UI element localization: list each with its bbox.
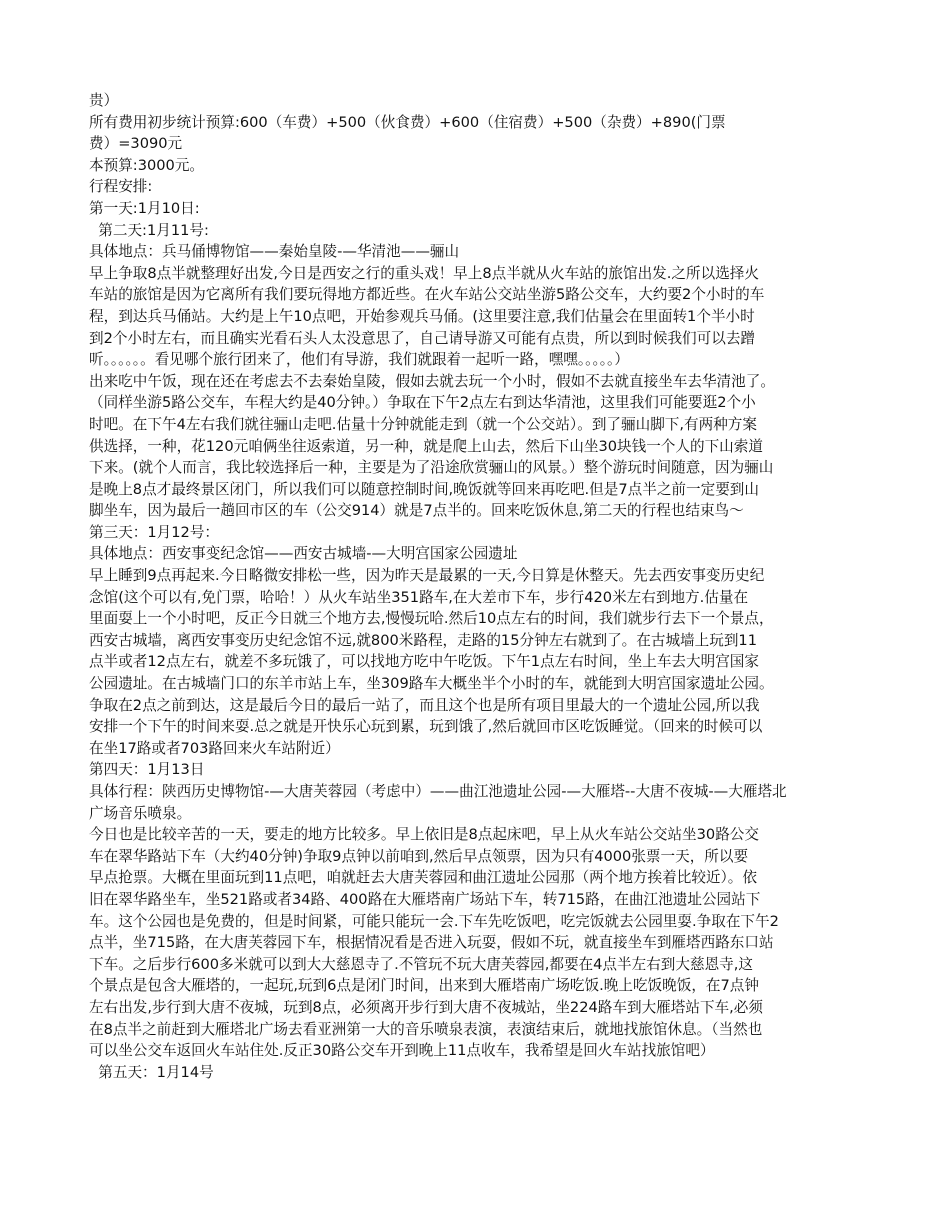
text-line: 今日也是比较辛苦的一天，要走的地方比较多。早上依旧是8点起床吧，早上从火车站公交站坐30路公交 [89, 826, 759, 844]
text-line: 供选择，一种，花120元咱俩坐往返索道，另一种，就是爬上山去，然后下山坐30块钱一个人的下山索道 [89, 437, 763, 455]
text-line: 下来。(就个人而言，我比较选择后一种，主要是为了沿途欣赏骊山的风景。）整个游玩时间随意，因为骊山 [89, 459, 774, 477]
text-line: 本预算:3000元。 [89, 156, 205, 174]
text-line: 争取在2点之前到达，这是最后今日的最后一站了，而且这个也是所有项目里最大的一个遗址公园,所以我 [89, 696, 760, 714]
text-line: 点半，坐715路，在大唐芙蓉园下车，根据情况看是否进入玩耍，假如不玩，就直接坐车到雁塔西路东口站 [89, 934, 774, 952]
text-line: 广场音乐喷泉。 [89, 804, 192, 822]
text-line: 点半或者12点左右，就差不多玩饿了，可以找地方吃中午吃饭。下午1点左右时间，坐上车去大明宫国家 [89, 653, 759, 671]
text-line: 车。这个公园也是免费的，但是时间紧，可能只能玩一会.下车先吃饭吧，吃完饭就去公园里耍.争取在下午2 [89, 912, 779, 930]
text-line: 旧在翠华路坐车，坐521路或者34路、400路在大雁塔南广场站下车，转715路，在曲江池遗址公园站下 [89, 890, 761, 908]
text-line: 车在翠华路站下车（大约40分钟)争取9点钟以前咱到,然后早点领票，因为只有4000张票一天，所以要 [89, 847, 749, 865]
text-line: 公园遗址。在古城墙门口的东羊市站上车，坐309路车大概坐半个小时的车，就能到大明宫国家遗址公园。 [89, 675, 774, 693]
text-line: 到2个小时左右，而且确实光看石头人太没意思了，自己请导游又可能有点贵，所以到时候我们可以去蹭 [89, 329, 756, 347]
text-line: 里面耍上一个小时吧，反正今日就三个地方去,慢慢玩哈.然后10点左右的时间，我们就步行去下一个景点， [89, 610, 774, 628]
text-line: 下车。之后步行600多米就可以到大大慈恩寺了.不管玩不玩大唐芙蓉园,都要在4点半左右到大慈恩寺,这 [89, 955, 753, 973]
text-line: 个景点是包含大雁塔的，一起玩,玩到6点是闭门时间，出来到大雁塔南广场吃饭.晚上吃饭晚饭，在7点钟 [89, 977, 759, 995]
text-line: 第三天：1月12号： [89, 523, 220, 541]
text-line: 是晚上8点才最终景区闭门，所以我们可以随意控制时间,晚饭就等回来再吃吧.但是7点半之前一定要到山 [89, 480, 759, 498]
text-line: 行程安排: [89, 178, 153, 196]
document-body [89, 90, 864, 1083]
text-line: 时吧。在下午4左右我们就往骊山走吧.估量十分钟就能走到（就一个公交站）。到了骊山脚下,有两种方案 [89, 415, 757, 433]
text-line: 贵） [89, 92, 119, 109]
text-line: 第二天:1月11号: [89, 221, 209, 239]
text-line: 左右出发,步行到大唐不夜城，玩到8点，必须离开步行到大唐不夜城站，坐224路车到大雁塔站下车,必须 [89, 998, 763, 1016]
text-line: 第四天：1月13日 [89, 761, 205, 779]
text-line: 所有费用初步统计预算:600（车费）+500（伙食费）+600（住宿费）+500（杂费）+890(门票 [89, 113, 726, 131]
text-line: 第五天：1月14号 [89, 1063, 214, 1081]
text-line: 第一天:1月10日: [89, 199, 200, 217]
text-line: 费）=3090元 [89, 135, 183, 153]
text-line: 程，到达兵马俑站。大约是上午10点吧，开始参观兵马俑。(这里要注意,我们估量会在里面转1个半小时 [89, 307, 755, 325]
text-line: 早上争取8点半就整理好出发,今日是西安之行的重头戏！早上8点半就从火车站的旅馆出发.之所以选择火 [89, 264, 759, 282]
text-line: 早上睡到9点再起来.今日略微安排松一些，因为昨天是最累的一天,今日算是休整天。先去西安事变历史纪 [89, 567, 765, 585]
text-line: 安排一个下午的时间来耍.总之就是开快乐心玩到累，玩到饿了,然后就回市区吃饭睡觉。（回来的时候可以 [89, 718, 763, 736]
text-line: 具体地点：西安事变纪念馆——西安古城墙-—大明宫国家公园遗址 [89, 545, 518, 563]
text-line: 早点抢票。大概在里面玩到11点吧，咱就赶去大唐芙蓉园和曲江遗址公园那（两个地方挨着比较近）。依 [89, 869, 757, 887]
text-line: 念馆(这个可以有,免门票，哈哈！）从火车站坐351路车,在大差市下车，步行420米左右到地方.估量在 [89, 588, 749, 606]
text-line: 听。。。。。。看见哪个旅行团来了，他们有导游，我们就跟着一起听一路，嘿嘿。。。。。） [89, 351, 629, 369]
text-line: 在坐17路或者703路回来火车站附近） [89, 739, 340, 757]
text-line: （同样坐游5路公交车，车程大约是40分钟。）争取在下午2点左右到达华清池，这里我们可能要逛2个小 [89, 394, 756, 412]
text-line: 车站的旅馆是因为它离所有我们要玩得地方都近些。在火车站公交站坐游5路公交车，大约要2个小时的车 [89, 286, 765, 304]
text-line: 脚坐车，因为最后一趟回市区的车（公交914）就是7点半的。回来吃饭休息,第二天的行程也结束鸟～ [89, 502, 744, 520]
text-line: 西安古城墙，离西安事变历史纪念馆不远,就800米路程，走路的15分钟左右就到了。在古城墙上玩到11 [89, 631, 757, 649]
text-line: 具体地点：兵马俑博物馆——秦始皇陵-—华清池——骊山 [89, 243, 460, 261]
text-line: 具体行程：陕西历史博物馆-—大唐芙蓉园（考虑中）——曲江池遗址公园-—大雁塔--大唐不夜城-—大雁塔北 [89, 783, 787, 800]
text-line: 在8点半之前赶到大雁塔北广场去看亚洲第一大的音乐喷泉表演，表演结束后，就地找旅馆休息。（当然也 [89, 1020, 763, 1038]
text-line: 可以坐公交车返回火车站住处.反正30路公交车开到晚上11点收车，我希望是回火车站找旅馆吧） [89, 1042, 715, 1060]
text-line: 出来吃中午饭，现在还在考虑去不去秦始皇陵，假如去就去玩一个小时，假如不去就直接坐车去华清池了。 [89, 372, 775, 390]
